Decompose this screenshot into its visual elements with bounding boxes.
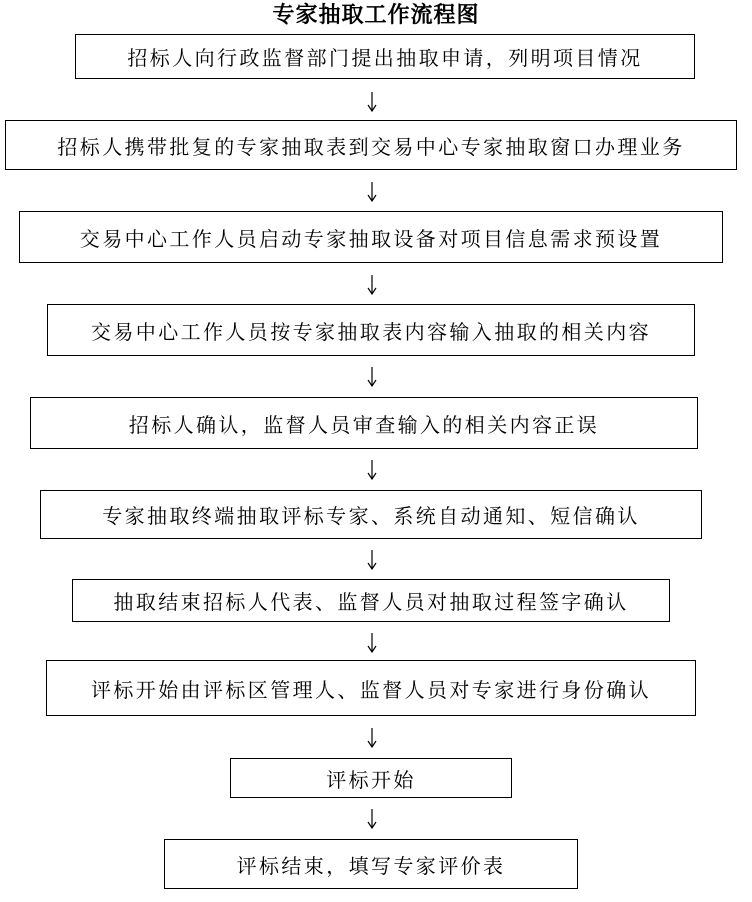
arrow-down-icon [366,550,378,570]
arrow-down-icon [366,809,378,829]
flowchart-title: 专家抽取工作流程图 [272,2,480,28]
step-2-label: 招标人携带批复的专家抽取表到交易中心专家抽取窗口办理业务 [57,134,685,159]
step-7-box [72,579,670,622]
arrow-down-icon [366,633,378,653]
arrow-down-icon [366,92,378,112]
step-6-label: 专家抽取终端抽取评标专家、系统自动通知、短信确认 [102,504,640,528]
step-10-box [164,839,578,889]
step-9-box [230,758,512,798]
step-2-box [5,120,737,170]
step-3-label: 交易中心工作人员启动专家抽取设备对项目信息需求预设置 [79,226,663,251]
step-5-box [30,397,698,449]
arrow-down-icon [366,275,378,295]
step-10-label: 评标结束，填写专家评价表 [236,853,506,878]
arrow-down-icon [366,460,378,480]
step-4-box [47,304,695,356]
step-8-label: 评标开始由评标区管理人、监督人员对专家进行身份确认 [91,677,651,702]
step-9-label: 评标开始 [326,767,416,792]
step-3-box [19,211,723,263]
step-1-label: 招标人向行政监督部门提出抽取申请，列明项目情况 [127,46,643,70]
arrow-down-icon [366,367,378,387]
arrow-down-icon [366,182,378,202]
step-8-box [46,660,696,716]
step-7-label: 抽取结束招标人代表、监督人员对抽取过程签字确认 [113,590,629,614]
step-5-label: 招标人确认，监督人员审查输入的相关内容正误 [128,412,600,437]
step-1-box [75,34,695,79]
step-4-label: 交易中心工作人员按专家抽取表内容输入抽取的相关内容 [91,319,651,344]
arrow-down-icon [366,728,378,748]
step-6-box [40,490,702,539]
